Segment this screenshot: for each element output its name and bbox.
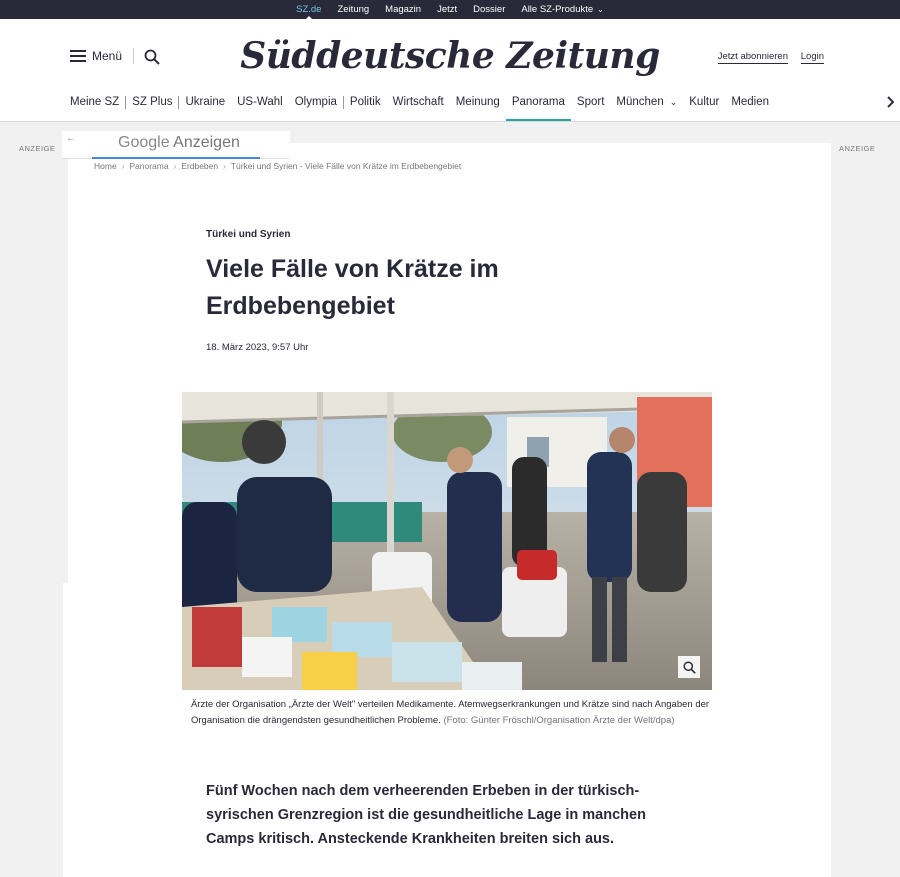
back-arrow-icon[interactable]: ←: [66, 133, 76, 144]
topbar-link-zeitung[interactable]: Zeitung: [337, 4, 370, 15]
nav-item-muenchen-label: München: [616, 96, 664, 108]
breadcrumb-home[interactable]: Home: [94, 161, 117, 171]
photo-credit: (Foto: Günter Fröschl/Organisation Ärzte der Welt/dpa): [443, 715, 675, 726]
nav-item-medien[interactable]: Medien: [731, 96, 770, 108]
photo-caption: [191, 697, 711, 729]
site-header: [0, 19, 900, 122]
topbar-all-products-label: Alle SZ-Produkte: [521, 4, 594, 15]
nav-scroll-right-button[interactable]: [860, 90, 900, 114]
chevron-right-icon: ›: [223, 161, 226, 171]
nav-item-politik[interactable]: Politik: [349, 96, 381, 108]
topbar-link-dossier[interactable]: Dossier: [473, 4, 506, 15]
nav-item-muenchen[interactable]: [610, 90, 683, 122]
topbar-link-sz-de[interactable]: SZ.de: [288, 0, 329, 19]
google-brand: Google: [118, 134, 170, 151]
google-ads-label: [118, 134, 240, 152]
top-product-bar: [0, 0, 900, 19]
article-kicker: Türkei und Syrien: [206, 229, 291, 240]
nav-item-us-wahl[interactable]: US-Wahl: [237, 96, 283, 108]
nav-item-sport[interactable]: Sport: [576, 96, 605, 108]
login-link[interactable]: Login: [800, 51, 824, 62]
nav-item-olympia[interactable]: Olympia: [294, 96, 337, 108]
chevron-right-icon: ›: [173, 161, 177, 171]
chevron-down-icon: ⌄: [669, 97, 678, 107]
topbar-link-magazin[interactable]: Magazin: [385, 4, 422, 15]
chevron-down-icon: ⌄: [597, 5, 604, 14]
topbar-link-jetzt[interactable]: Jetzt: [437, 4, 458, 15]
article-date: 18. März 2023, 9:57 Uhr: [206, 342, 309, 353]
breadcrumb: [94, 161, 461, 171]
breadcrumb-erdbeben[interactable]: Erdbeben: [181, 161, 219, 171]
chevron-right-icon: [886, 96, 894, 108]
main-navigation: [70, 90, 900, 122]
ad-label-right: ANZEIGE: [839, 144, 876, 153]
chevron-right-icon: ›: [121, 161, 125, 171]
zoom-image-button[interactable]: [678, 656, 700, 678]
ad-strip: [62, 159, 68, 583]
google-ad-bar[interactable]: [62, 131, 290, 159]
nav-item-kultur[interactable]: Kultur: [689, 96, 720, 108]
google-ads-text: Anzeigen: [173, 134, 240, 151]
nav-item-panorama[interactable]: Panorama: [506, 90, 571, 122]
site-logo[interactable]: Süddeutsche Zeitung: [240, 35, 660, 77]
caption-text: Ärzte der Organisation „Ärzte der Welt" verteilen Medikamente. Atemwegserkrankungen und Krätze sind nach Angaben der Organisation die drängendsten gesundheitlichen Probleme.: [191, 699, 710, 726]
magnifier-icon: [683, 661, 696, 674]
subscribe-link[interactable]: Jetzt abonnieren: [717, 51, 788, 62]
google-ad-underline: [92, 157, 260, 159]
nav-item-meine-sz[interactable]: Meine SZ: [70, 96, 120, 108]
topbar-link-all-products[interactable]: [513, 0, 612, 19]
nav-item-ukraine[interactable]: Ukraine: [185, 96, 226, 108]
photo-scene: [182, 392, 712, 690]
breadcrumb-panorama[interactable]: Panorama: [129, 161, 169, 171]
ad-label-left: ANZEIGE: [19, 144, 56, 153]
breadcrumb-current: Türkei und Syrien - Viele Fälle von Krätze im Erdbebengebiet: [230, 161, 462, 171]
nav-item-meinung[interactable]: Meinung: [455, 96, 500, 108]
article-headline: Viele Fälle von Krätze im Erdbebengebiet: [206, 255, 499, 320]
menu-label: Menü: [92, 49, 123, 63]
article-lead: Fünf Wochen nach dem verheerenden Erbeben in der türkisch-syrischen Grenzregion ist die gesundheitliche Lage in manchen Camps kritisch. Ansteckende Krankheiten breiten sich aus.: [206, 783, 646, 847]
nav-item-wirtschaft[interactable]: Wirtschaft: [392, 96, 444, 108]
article-photo[interactable]: [182, 392, 712, 690]
nav-item-sz-plus[interactable]: SZ Plus: [132, 96, 173, 108]
